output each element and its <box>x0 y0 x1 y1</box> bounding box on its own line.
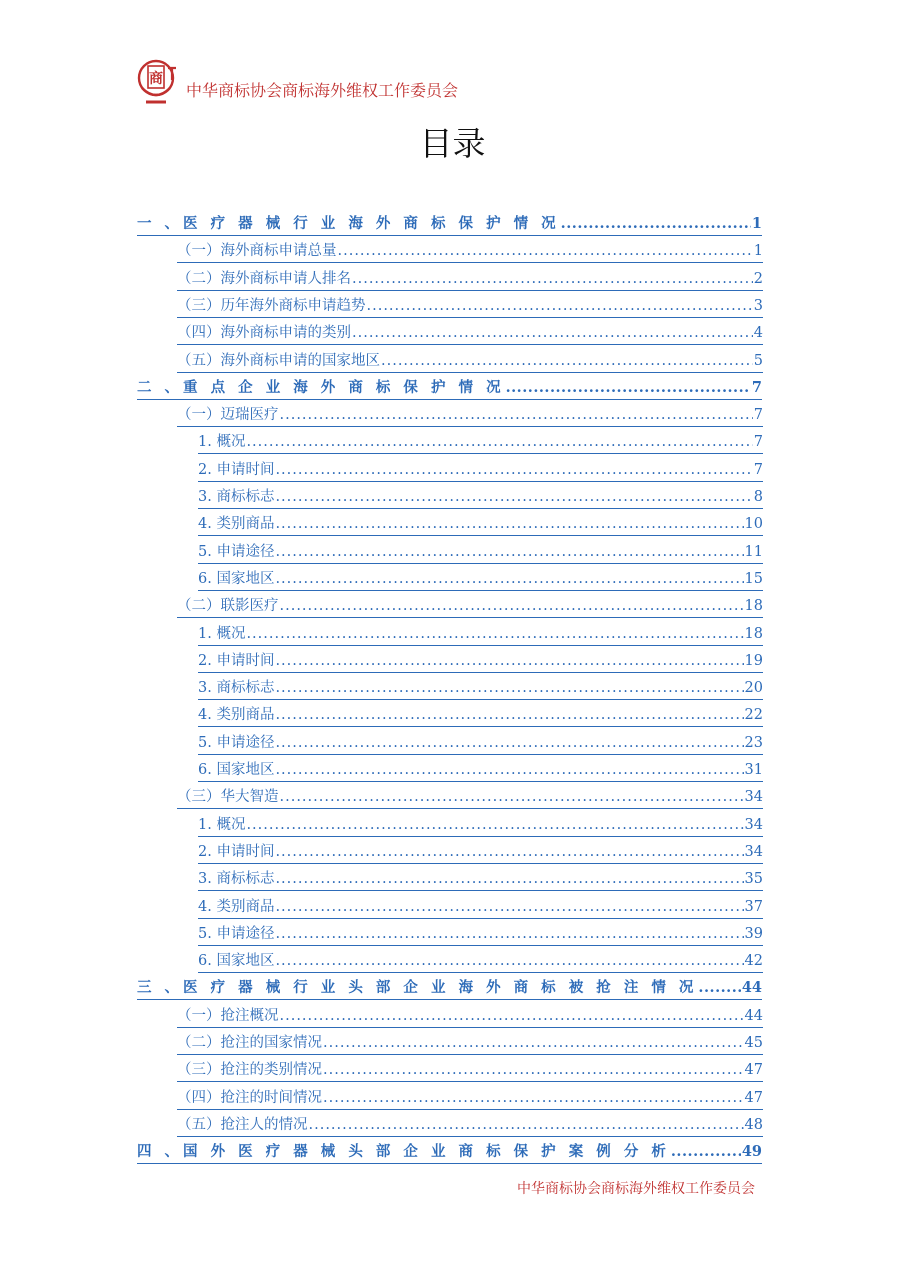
toc-entry[interactable] <box>198 949 763 973</box>
toc-entry-page: 2 <box>753 270 763 287</box>
toc-entry[interactable] <box>177 239 763 263</box>
toc-entry-page: 8 <box>753 489 763 505</box>
toc-entry[interactable] <box>198 922 763 946</box>
toc-entry[interactable] <box>177 594 763 618</box>
toc-entry-label: （四）抢注的时间情况 <box>177 1089 322 1106</box>
toc-entry[interactable] <box>198 676 763 700</box>
toc-entry-label: 4. 类别商品 <box>198 516 275 533</box>
toc-leader-dots <box>280 1004 744 1028</box>
toc-entry-label: 5. 申请途径 <box>198 543 275 560</box>
toc-leader-dots <box>352 267 753 291</box>
toc-entry-label: （四）海外商标申请的类别 <box>177 325 351 342</box>
toc-entry-page: 18 <box>744 598 763 615</box>
toc-entry[interactable] <box>198 840 763 864</box>
org-name: 中华商标协会商标海外维权工作委员会 <box>186 81 459 100</box>
toc-entry[interactable] <box>198 703 763 727</box>
toc-entry-page: 7 <box>753 434 763 451</box>
toc-leader-dots <box>671 1140 741 1164</box>
svg-text:商: 商 <box>149 71 163 87</box>
toc-entry-label: 1. 概况 <box>198 816 246 833</box>
toc-entry-page: 45 <box>744 1035 763 1051</box>
toc-leader-dots <box>275 867 743 891</box>
toc-entry-label: 4. 类别商品 <box>198 707 275 724</box>
toc-entry-label: 4. 类别商品 <box>198 898 275 915</box>
toc-entry-page: 20 <box>744 680 763 697</box>
toc-leader-dots <box>275 731 743 755</box>
toc-leader-dots <box>275 512 743 536</box>
toc-entry-page: 19 <box>744 652 763 669</box>
toc-entry[interactable] <box>177 294 763 318</box>
toc-leader-dots <box>275 895 743 919</box>
toc-entry-label: （五）抢注人的情况 <box>177 1116 308 1133</box>
toc-entry[interactable] <box>198 895 763 919</box>
toc-entry[interactable] <box>198 622 763 646</box>
toc-leader-dots <box>246 813 743 837</box>
toc-entry[interactable] <box>198 813 763 837</box>
toc-leader-dots <box>246 430 752 454</box>
toc-entry-label: （一）迈瑞医疗 <box>177 407 279 424</box>
toc-entry[interactable] <box>198 758 763 782</box>
toc-entry[interactable] <box>177 1086 763 1110</box>
toc-entry[interactable] <box>177 349 763 373</box>
association-seal-logo <box>136 58 180 108</box>
toc-leader-dots <box>367 294 753 318</box>
toc-entry[interactable] <box>137 212 762 236</box>
toc-leader-dots <box>338 239 753 263</box>
toc-entry-page: 42 <box>744 953 763 970</box>
toc-entry-label: 1. 概况 <box>198 625 246 642</box>
toc-entry-page: 34 <box>744 843 763 860</box>
toc-leader-dots <box>275 703 743 727</box>
toc-entry[interactable] <box>177 1031 763 1055</box>
toc-entry[interactable] <box>177 403 763 427</box>
toc-entry[interactable] <box>137 976 762 1000</box>
toc-leader-dots <box>275 567 743 591</box>
toc-entry-page: 47 <box>744 1062 763 1079</box>
toc-entry-page: 44 <box>741 979 762 997</box>
toc-leader-dots <box>275 758 743 782</box>
toc-entry-label: 2. 申请时间 <box>198 461 275 478</box>
toc-entry-label: （三）抢注的类别情况 <box>177 1062 322 1079</box>
toc-entry[interactable] <box>177 1058 763 1082</box>
toc-leader-dots <box>381 349 753 373</box>
toc-leader-dots <box>275 458 752 482</box>
toc-entry-page: 15 <box>744 570 763 587</box>
toc-entry-label: 三 、医 疗 器 械 行 业 头 部 企 业 海 外 商 标 被 抢 注 情 况 <box>137 979 698 997</box>
toc-entry-label: 5. 申请途径 <box>198 925 275 942</box>
toc-entry[interactable] <box>177 785 763 809</box>
toc-leader-dots <box>280 403 753 427</box>
toc-leader-dots <box>275 840 743 864</box>
toc-entry-page: 10 <box>744 516 763 533</box>
toc-leader-dots <box>275 649 743 673</box>
toc-entry-page: 23 <box>744 734 763 751</box>
toc-entry-label: （二）海外商标申请人排名 <box>177 270 351 287</box>
toc-entry-page: 44 <box>744 1007 763 1024</box>
toc-entry[interactable] <box>137 376 762 400</box>
toc-entry-label: 3. 商标标志 <box>198 871 275 888</box>
toc-entry[interactable] <box>198 458 763 482</box>
toc-leader-dots <box>352 321 753 345</box>
toc-entry-label: 3. 商标标志 <box>198 489 275 505</box>
toc-entry[interactable] <box>198 430 763 454</box>
toc-leader-dots <box>561 212 751 236</box>
toc-leader-dots <box>275 922 743 946</box>
toc-entry-label: 2. 申请时间 <box>198 652 275 669</box>
toc-leader-dots <box>506 376 751 400</box>
toc-leader-dots <box>323 1086 744 1110</box>
toc-leader-dots <box>280 594 744 618</box>
toc-entry-page: 31 <box>744 762 763 778</box>
toc-leader-dots <box>275 540 743 564</box>
toc-entry-label: 3. 商标标志 <box>198 680 275 697</box>
toc-entry[interactable] <box>198 867 763 891</box>
toc-entry-page: 22 <box>744 707 763 724</box>
toc-entry[interactable] <box>198 485 763 509</box>
toc-leader-dots <box>280 785 744 809</box>
toc-entry-label: （三）历年海外商标申请趋势 <box>177 297 366 314</box>
toc-entry-page: 48 <box>744 1116 763 1133</box>
toc-entry-label: （二）联影医疗 <box>177 598 279 615</box>
toc-entry-label: 一 、医 疗 器 械 行 业 海 外 商 标 保 护 情 况 <box>137 215 560 232</box>
toc-entry-label: （一）海外商标申请总量 <box>177 243 337 260</box>
toc-entry[interactable] <box>198 540 763 564</box>
page-footer: 中华商标协会商标海外维权工作委员会 <box>517 1181 755 1197</box>
toc-entry[interactable] <box>198 731 763 755</box>
toc-leader-dots <box>309 1113 744 1137</box>
toc-entry-page: 1 <box>751 215 762 232</box>
toc-leader-dots <box>246 622 743 646</box>
toc-entry-page: 1 <box>753 243 763 260</box>
toc-entry-page: 18 <box>744 625 763 642</box>
toc-entry[interactable] <box>177 1004 763 1028</box>
toc-entry-label: （一）抢注概况 <box>177 1007 279 1024</box>
toc-entry-page: 11 <box>744 543 763 560</box>
toc-entry-label: （三）华大智造 <box>177 789 279 806</box>
toc-entry-label: （五）海外商标申请的国家地区 <box>177 352 380 369</box>
toc-entry-page: 39 <box>744 925 763 942</box>
toc-entry-label: （二）抢注的国家情况 <box>177 1035 322 1051</box>
toc-leader-dots <box>323 1031 744 1055</box>
toc-leader-dots <box>698 976 740 1000</box>
page-title: 目录 <box>419 124 486 163</box>
toc-entry[interactable] <box>198 512 763 536</box>
toc-entry-page: 34 <box>744 816 763 833</box>
toc-entry-label: 二 、重 点 企 业 海 外 商 标 保 护 情 况 <box>137 378 505 396</box>
toc-entry-label: 6. 国家地区 <box>198 953 275 970</box>
toc-entry-page: 7 <box>751 378 762 396</box>
toc-entry-page: 3 <box>753 297 763 314</box>
toc-entry-label: 6. 国家地区 <box>198 570 275 587</box>
toc-entry-page: 7 <box>753 461 763 478</box>
toc-entry-page: 7 <box>753 407 763 424</box>
toc-entry-page: 34 <box>744 789 763 806</box>
toc-entry[interactable] <box>177 267 763 291</box>
toc-entry-page: 47 <box>744 1089 763 1106</box>
toc-entry[interactable] <box>177 1113 763 1137</box>
toc-leader-dots <box>275 949 743 973</box>
toc-entry-page: 35 <box>744 871 763 888</box>
toc-entry-label: 1. 概况 <box>198 434 246 451</box>
toc-leader-dots <box>323 1058 744 1082</box>
toc-entry[interactable] <box>198 649 763 673</box>
toc-leader-dots <box>275 676 743 700</box>
toc-entry-label: 5. 申请途径 <box>198 734 275 751</box>
toc-entry[interactable] <box>177 321 763 345</box>
toc-entry-page: 5 <box>753 352 763 369</box>
toc-entry-label: 2. 申请时间 <box>198 843 275 860</box>
toc-leader-dots <box>275 485 752 509</box>
toc-entry-page: 49 <box>741 1143 762 1161</box>
toc-entry-page: 37 <box>744 898 763 915</box>
toc-entry-label: 6. 国家地区 <box>198 762 275 778</box>
toc-entry-page: 4 <box>753 325 763 342</box>
toc-entry[interactable] <box>198 567 763 591</box>
toc-entry[interactable] <box>137 1140 762 1164</box>
toc-entry-label: 四 、国 外 医 疗 器 械 头 部 企 业 商 标 保 护 案 例 分 析 <box>137 1143 670 1161</box>
